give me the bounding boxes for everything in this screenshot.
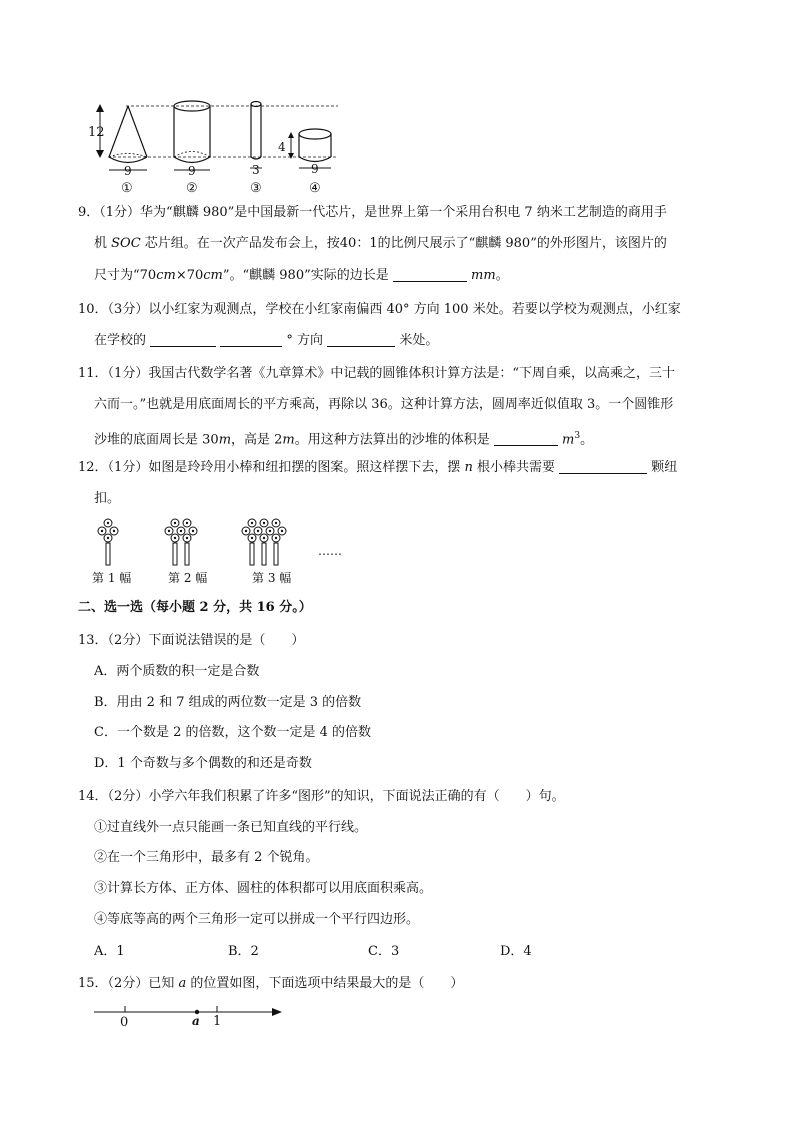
- figure-num-4: ④: [309, 181, 321, 196]
- label-12: 12: [88, 125, 105, 140]
- label-4: 4: [278, 140, 286, 154]
- q12-answer-blank[interactable]: [559, 459, 647, 474]
- q11-line1: 11．（1分）我国古代数学名著《九章算术》中记载的圆锥体积计算方法是：“下周自乘，以高乘之，三十: [78, 366, 675, 381]
- q14-option-c[interactable]: C．3: [368, 944, 400, 959]
- q9-line1: 9．（1分）华为“麒麟 980”是中国最新一代芯片，是世界上第一个采用台积电 7 纳米工艺制造的商用手: [78, 205, 667, 220]
- pattern-2: [165, 519, 197, 565]
- figure-num-1: ①: [121, 181, 133, 196]
- q10-blank-direction[interactable]: [150, 332, 216, 347]
- q14-statement-2: ②在一个三角形中，最多有 2 个锐角。: [94, 850, 319, 865]
- q15-stem: 15．（2分）已知 a 的位置如图，下面选项中结果最大的是（ ）: [78, 976, 464, 991]
- section-2-heading: 二、选一选（每小题 2 分，共 16 分。）: [78, 600, 312, 615]
- pattern-1: [98, 519, 118, 565]
- q11-line3: 沙堆的底面周长是 30m，高是 2m。用这种方法算出的沙堆的体积是 $m^3$。: [94, 431, 594, 448]
- label-9c: 9: [311, 162, 319, 176]
- q10-blank-distance[interactable]: [327, 332, 395, 347]
- cylinder-thin: [251, 102, 261, 160]
- q14-statement-1: ①过直线外一点只能画一条已知直线的平行线。: [94, 820, 368, 835]
- caption-1: 第 1 幅: [92, 571, 132, 585]
- q11-answer-blank[interactable]: [494, 431, 558, 446]
- q10-line1: 10．（3分）以小红家为观测点，学校在小红家南偏西 40° 方向 100 米处。若要以学校为观测点，小红家: [78, 302, 681, 317]
- q12-line1: 12．（1分）如图是玲玲用小棒和纽扣摆的图案。照这样摆下去，摆 n 根小棒共需要 颗纽: [78, 460, 678, 475]
- q11-line2: 六而一。”也就是用底面周长的平方乘高，再除以 36。这种计算方法，圆周率近似值取 3。一个圆锥形: [94, 397, 674, 412]
- q14-option-b[interactable]: B．2: [228, 944, 259, 959]
- q14-option-a[interactable]: A．1: [94, 944, 125, 959]
- tick-0: 0: [120, 1015, 129, 1030]
- q13-option-a[interactable]: A．两个质数的积一定是合数: [94, 664, 260, 679]
- dots: ……: [318, 544, 342, 558]
- q14-stem: 14．（2分）小学六年我们积累了许多“图形”的知识，下面说法正确的有（ ）句。: [78, 789, 565, 804]
- q13-stem: 13．（2分）下面说法错误的是（ ）: [78, 633, 305, 648]
- tick-1: 1: [213, 1014, 222, 1029]
- figure-num-3: ③: [250, 181, 262, 196]
- cylinder-large: [174, 101, 210, 163]
- q12-line2: 扣。: [94, 491, 121, 506]
- q10-blank-angle[interactable]: [220, 332, 282, 347]
- q9-answer-blank[interactable]: [393, 267, 467, 282]
- q9-line3: 尺寸为“70cm×70cm”。“麒麟 980”实际的边长是 mm。: [94, 268, 509, 283]
- q13-option-c[interactable]: C．一个数是 2 的倍数，这个数一定是 4 的倍数: [94, 725, 372, 740]
- number-line: [90, 1000, 290, 1030]
- q13-option-d[interactable]: D．1 个奇数与多个偶数的和还是奇数: [94, 756, 312, 771]
- q10-line2: 在学校的 ° 方向 米处。: [94, 333, 439, 348]
- arrow-right-icon: [272, 1008, 282, 1016]
- q14-option-d[interactable]: D．4: [500, 944, 532, 959]
- figure-num-2: ②: [186, 181, 198, 196]
- caption-3: 第 3 幅: [252, 571, 292, 585]
- tick-a: a: [192, 1014, 200, 1028]
- label-9a: 9: [124, 164, 132, 178]
- caption-2: 第 2 幅: [168, 571, 208, 585]
- q9-line2: 机 SOC 芯片组。在一次产品发布会上，按40：1的比例尺展示了“麒麟 980”的外形图片，该图片的: [94, 236, 667, 251]
- pattern-3: [242, 519, 286, 565]
- label-3: 3: [252, 163, 260, 177]
- q13-option-b[interactable]: B．用由 2 和 7 组成的两位数一定是 3 的倍数: [94, 695, 362, 710]
- solids-figure: [88, 96, 348, 196]
- label-9b: 9: [188, 164, 196, 178]
- q14-statement-3: ③计算长方体、正方体、圆柱的体积都可以用底面积乘高。: [94, 881, 433, 896]
- q14-statement-4: ④等底等高的两个三角形一定可以拼成一个平行四边形。: [94, 912, 420, 927]
- cone-shape: [109, 106, 147, 163]
- sticks-buttons-figure: [88, 515, 368, 590]
